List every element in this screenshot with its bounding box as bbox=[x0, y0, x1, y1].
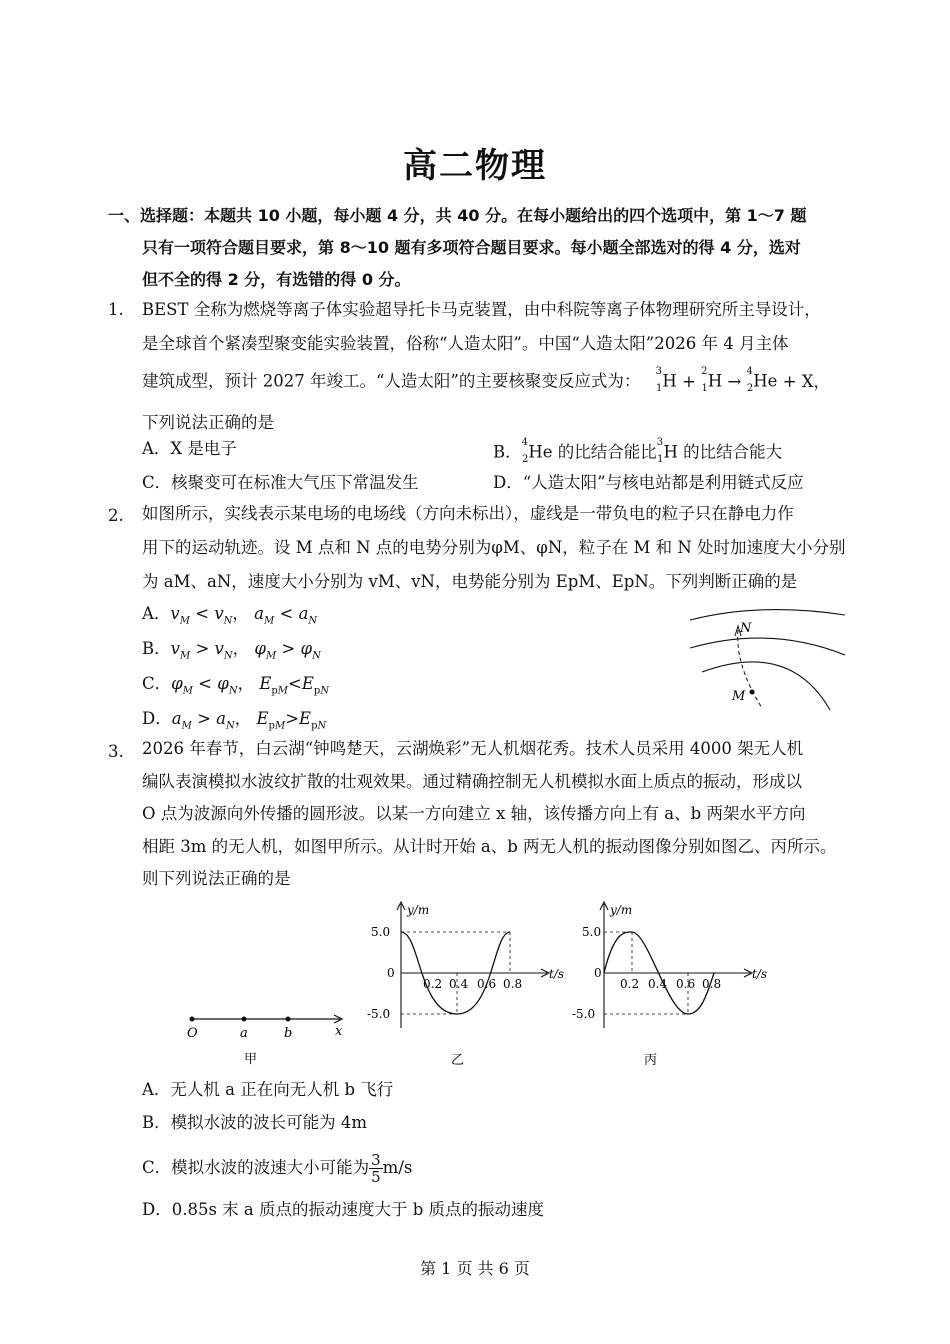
q1-line-2: 是全球首个紧凑型聚变能实验装置，俗称“人造太阳”。中国“人造太阳”2026 年 4 月主体 bbox=[142, 334, 789, 353]
label-x: x bbox=[335, 1024, 343, 1039]
section-line-1: 一、选择题：本题共 10 小题，每小题 4 分，共 40 分。在每小题给出的四个选项中，第 1～7 题 bbox=[108, 206, 807, 225]
label-o: O bbox=[187, 1026, 198, 1041]
q1-option-b-post: H 的比结合能大 bbox=[663, 442, 783, 462]
q1-option-b-mid: He 的比结合能比 bbox=[528, 442, 657, 462]
q3-option-c-label: C．模拟水波的波速大小可能为 bbox=[142, 1158, 370, 1177]
ytick-yi-zero: 0 bbox=[387, 966, 395, 980]
figure-jia bbox=[180, 1005, 350, 1075]
xtick-yi-2: 0.4 bbox=[449, 977, 469, 991]
q2-option-d-label: D． bbox=[142, 709, 172, 728]
q3-option-b: B．模拟水波的波长可能为 4m bbox=[142, 1113, 368, 1132]
caption-bing: 丙 bbox=[644, 1053, 658, 1068]
xtick-bing-2: 0.4 bbox=[648, 977, 668, 991]
ylabel-bing: y/m bbox=[610, 903, 633, 917]
q1-number: 1. bbox=[108, 300, 124, 319]
section-line-3: 但不全的得 2 分，有选错的得 0 分。 bbox=[142, 270, 411, 289]
q1-line-3 bbox=[142, 361, 847, 406]
q1-option-c: C．核聚变可在标准大气压下常温发生 bbox=[142, 473, 419, 492]
xtick-bing-3: 0.6 bbox=[676, 977, 696, 991]
label-b: b bbox=[284, 1026, 293, 1041]
section-instructions bbox=[108, 200, 848, 296]
q1-line-1: BEST 全称为燃烧等离子体实验超导托卡马克装置，由中科院等离子体物理研究所主导设计， bbox=[142, 300, 821, 319]
ytick-yi-bottom: -5.0 bbox=[367, 1007, 391, 1021]
xtick-yi-3: 0.6 bbox=[477, 977, 497, 991]
ytick-bing-zero: 0 bbox=[594, 966, 602, 980]
q2-line-1: 如图所示，实线表示某电场的电场线（方向未标出），虚线是一带负电的粒子只在静电力作 bbox=[142, 504, 794, 523]
q3-option-c bbox=[142, 1148, 412, 1188]
q3-option-c-unit: m/s bbox=[382, 1158, 413, 1177]
q1-option-b: B．$^4_2$He 的比结合能比$^3_1$H 的比结合能大 bbox=[493, 437, 783, 465]
q2-field-figure bbox=[680, 600, 850, 720]
q2-line-2: 用下的运动轨迹。设 M 点和 N 点的电势分别为φM、φN，粒子在 M 和 N 处时加速度大小分别 bbox=[142, 538, 846, 557]
q1-line-4: 下列说法正确的是 bbox=[142, 412, 274, 432]
q3-option-c-fraction bbox=[369, 1152, 383, 1185]
xtick-bing-4: 0.8 bbox=[702, 977, 722, 991]
q3-line-4: 相距 3m 的无人机，如图甲所示。从计时开始 a、b 两无人机的振动图像分别如图乙、丙所示。 bbox=[142, 836, 837, 856]
q3-option-a: A．无人机 a 正在向无人机 b 飞行 bbox=[142, 1080, 394, 1099]
xlabel-bing: t/s bbox=[752, 967, 768, 981]
fraction-numerator: 3 bbox=[371, 1151, 381, 1169]
figure-yi bbox=[365, 898, 575, 1073]
label-a: a bbox=[240, 1026, 248, 1041]
q3-line-2: 编队表演模拟水波纹扩散的壮观效果。通过精确控制无人机模拟水面上质点的振动，形成以 bbox=[142, 771, 802, 791]
q3-stem bbox=[142, 733, 847, 896]
page-title: 高二物理 bbox=[403, 146, 547, 186]
xlabel-yi: t/s bbox=[549, 967, 565, 981]
q2-number: 2. bbox=[108, 506, 124, 525]
label-n: N bbox=[740, 621, 752, 636]
q2-option-c-label: C． bbox=[142, 674, 172, 693]
ytick-yi-top: 5.0 bbox=[371, 925, 391, 939]
q3-option-d: D．0.85s 末 a 质点的振动速度大于 b 质点的振动速度 bbox=[142, 1200, 545, 1219]
label-m: M bbox=[732, 689, 746, 704]
q2-stem bbox=[142, 497, 847, 599]
point-b bbox=[286, 1017, 291, 1022]
q2-option-c: C．$\varphi_M < \varphi_N$， $E_{pM}<E_{pN}$ bbox=[142, 674, 330, 697]
q1-option-b-label: B． bbox=[493, 442, 522, 462]
q2-option-a: A．$v_M < v_N$， $a_M < a_N$ bbox=[142, 604, 318, 627]
caption-jia: 甲 bbox=[244, 1052, 258, 1067]
q2-option-b-label: B． bbox=[142, 639, 171, 658]
figure-bing bbox=[568, 898, 778, 1073]
ytick-bing-bottom: -5.0 bbox=[572, 1007, 596, 1021]
q2-line-3: 为 aM、aN，速度大小分别为 vM、vN，电势能分别为 EpM、EpN。下列判断正确的是 bbox=[142, 572, 798, 591]
q1-option-a: A．X 是电子 bbox=[142, 439, 237, 458]
ylabel-yi: y/m bbox=[407, 903, 430, 917]
xtick-yi-1: 0.2 bbox=[423, 977, 443, 991]
xtick-bing-1: 0.2 bbox=[620, 977, 640, 991]
field-line-1 bbox=[690, 610, 845, 620]
fusion-equation: $^3_1$H + $^2_1$H → $^4_2$He + X， bbox=[655, 366, 831, 394]
fraction-denominator: 5 bbox=[371, 1168, 381, 1186]
q3-line-1: 2026 年春节，白云湖“钟鸣楚天，云湖焕彩”无人机烟花秀。技术人员采用 4000 架无人机 bbox=[142, 739, 804, 758]
q3-line-5: 则下列说法正确的是 bbox=[142, 869, 291, 888]
point-o bbox=[190, 1017, 195, 1022]
q2-option-d: D．$a_M > a_N$， $E_{pM}>E_{pN}$ bbox=[142, 709, 327, 732]
caption-yi: 乙 bbox=[451, 1053, 465, 1068]
q1-option-d: D．“人造太阳”与核电站都是利用链式反应 bbox=[493, 473, 804, 492]
section-line-2: 只有一项符合题目要求，第 8～10 题有多项符合题目要求。每小题全部选对的得 4 分，选对 bbox=[142, 238, 801, 257]
field-line-3 bbox=[702, 662, 830, 710]
point-m bbox=[750, 690, 755, 695]
page-footer: 第 1 页 共 6 页 bbox=[420, 1259, 530, 1278]
q3-line-3: O 点为波源向外传播的圆形波。以某一方向建立 x 轴，该传播方向上有 a、b 两架水平方向 bbox=[142, 804, 806, 823]
field-line-2 bbox=[690, 638, 845, 655]
q2-option-a-label: A． bbox=[142, 604, 171, 623]
q3-number: 3. bbox=[108, 742, 124, 761]
q1-stem bbox=[142, 293, 847, 440]
xtick-yi-4: 0.8 bbox=[503, 977, 523, 991]
q1-line-3-text: 建筑成型，预计 2027 年竣工。“人造太阳”的主要核聚变反应式为： bbox=[142, 371, 641, 391]
point-a bbox=[242, 1017, 247, 1022]
q2-option-b: B．$v_M > v_N$， $\varphi_M > \varphi_N$ bbox=[142, 639, 321, 662]
ytick-bing-top: 5.0 bbox=[582, 925, 602, 939]
